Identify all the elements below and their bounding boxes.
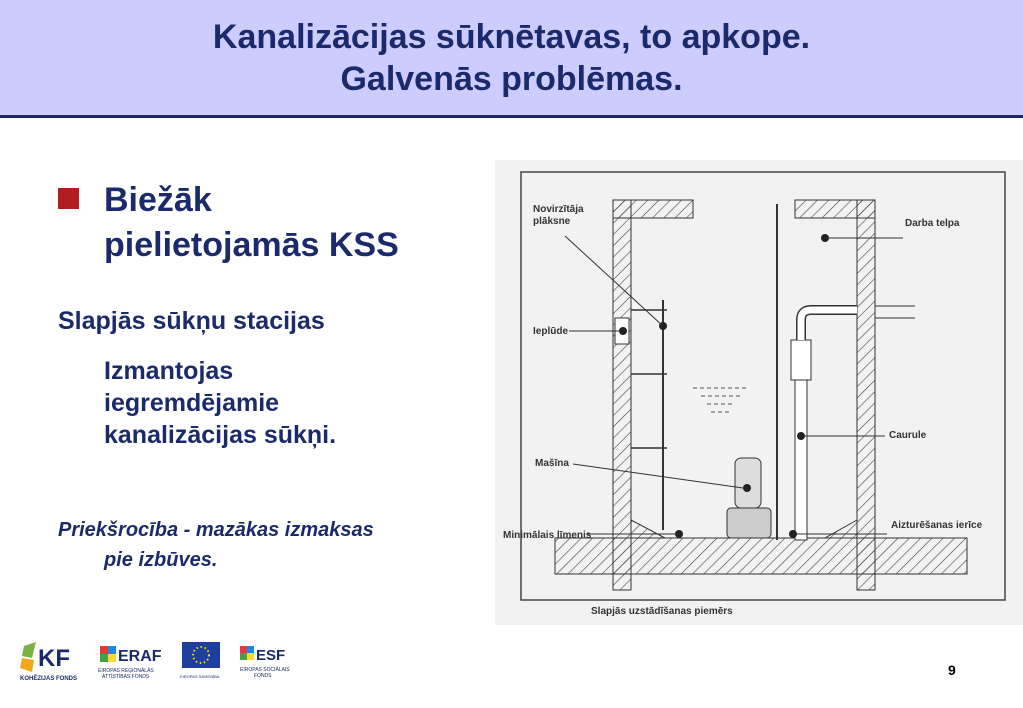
eraf-logo-sub2: ATTĪSTĪBAS FONDS xyxy=(102,674,150,680)
label-inlet: Ieplūde xyxy=(533,326,569,337)
label-workroom: Darba telpa xyxy=(905,218,960,229)
bullet-heading-line-2: pielietojamās KSS xyxy=(104,226,399,264)
description-line-3: kanalizācijas sūkņi. xyxy=(104,421,337,449)
label-pipe: Caurule xyxy=(889,430,927,441)
advantage-line-1: Priekšrocība - mazākas izmaksas xyxy=(58,519,374,541)
eu-flag-logo xyxy=(178,636,224,684)
esf-logo xyxy=(236,636,292,684)
esf-logo-sub2: FONDS xyxy=(254,673,272,679)
label-deflector-plate: Novirzītāja xyxy=(533,204,584,215)
top-slab-left xyxy=(613,200,693,218)
label-min-level: Minimālais līmenis xyxy=(503,530,592,541)
eraf-logo-sub1: EIROPAS REĢIONĀLĀS xyxy=(98,668,154,674)
kf-logo-text: KF xyxy=(38,645,70,672)
esf-logo-sub1: EIROPAS SOCIĀLAIS xyxy=(240,667,290,673)
label-deflector-plate-2: plāksne xyxy=(533,216,571,227)
bullet-heading-line-1: Biežāk xyxy=(104,181,212,219)
subheading: Slapjās sūkņu stacijas xyxy=(58,307,325,335)
page-number: 9 xyxy=(948,662,956,678)
check-valve-body xyxy=(791,340,811,380)
label-machine: Mašīna xyxy=(535,458,569,469)
pump-station-diagram xyxy=(495,160,1023,625)
right-wall xyxy=(857,200,875,590)
footer-logos xyxy=(18,636,298,684)
esf-logo-text: ESF xyxy=(256,647,286,664)
kf-logo xyxy=(18,636,90,684)
description xyxy=(104,355,336,451)
bullet-square-icon xyxy=(58,188,79,209)
eu-logo-sub: EIROPAS SAVIENĪBA xyxy=(180,674,220,679)
right-benching xyxy=(825,520,857,538)
description-line-1: Izmantojas xyxy=(104,357,234,385)
discharge-pipe xyxy=(795,380,807,540)
advantage-line-2: pie izbūves. xyxy=(104,549,218,571)
top-slab-right xyxy=(795,200,875,218)
slide-title-line-2: Galvenās problēmas. xyxy=(340,59,683,98)
eraf-logo xyxy=(96,636,172,684)
pump-machine xyxy=(735,458,761,508)
advantage-note xyxy=(58,515,374,575)
bottom-slab xyxy=(555,538,967,574)
bullet-heading xyxy=(104,178,399,268)
description-line-2: iegremdējamie xyxy=(104,389,280,417)
left-benching xyxy=(631,520,665,538)
slide-title-line-1: Kanalizācijas sūknētavas, to apkope. xyxy=(212,17,811,56)
label-valve: Aizturēšanas ierīce xyxy=(891,520,983,531)
eraf-logo-text: ERAF xyxy=(118,648,162,665)
pump-station-drawing xyxy=(495,160,1023,625)
title-bar xyxy=(0,0,1023,118)
diagram-caption: Slapjās uzstādīšanas piemērs xyxy=(591,606,733,617)
left-wall xyxy=(613,200,631,590)
kf-logo-sub: KOHĒZIJAS FONDS xyxy=(20,676,78,682)
